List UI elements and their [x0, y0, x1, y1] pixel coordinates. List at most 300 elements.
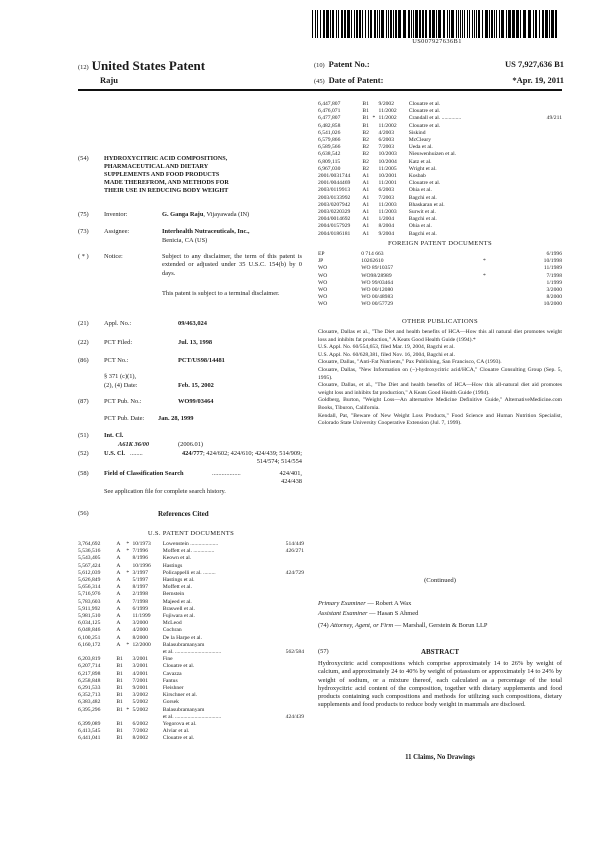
barcode-bar [436, 10, 437, 38]
reference-cell: 5/2002 [132, 699, 148, 706]
reference-cell: A [116, 541, 121, 547]
patent-number-label: Patent No.: [328, 59, 370, 69]
reference-cell: A [116, 591, 121, 598]
reference-cell: McCleary [408, 137, 432, 144]
reference-cell: 11/2003 [378, 201, 397, 208]
reference-cell: A [116, 569, 121, 576]
reference-cell: 11/2003 [378, 209, 397, 216]
reference-row [78, 707, 304, 714]
assistant-examiner [318, 610, 418, 618]
reference-cell: 8/2002 [132, 735, 148, 742]
reference-cell: 3/1997 [132, 569, 148, 576]
reference-cell: 6,034,125 [78, 620, 101, 627]
barcode-bar [467, 10, 468, 38]
application-label: Appl. No.: [104, 320, 132, 327]
search-field-code: (58) [78, 470, 89, 477]
barcode-bar [520, 10, 521, 38]
reference-row [78, 671, 304, 678]
reference-cell: 10/2003 [378, 151, 397, 158]
reference-cell: 6/1999 [132, 605, 148, 612]
reference-cell: A1 [362, 223, 370, 230]
reference-cell: Bhaskaran et al. [408, 201, 445, 208]
reference-row [78, 735, 304, 742]
reference-cell: Clouatre et al. [408, 108, 441, 115]
reference-cell: et al. ................................. [162, 713, 222, 720]
reference-cell [276, 656, 304, 663]
us-class-main: 424/777 [181, 450, 203, 457]
foreign-reference-cell [463, 251, 486, 258]
reference-cell: 4/2001 [132, 670, 148, 677]
pct-filed-date: Jul. 13, 1998 [178, 339, 213, 346]
application-code: (21) [78, 320, 89, 327]
foreign-reference-cell [463, 287, 486, 294]
foreign-reference-cell: 10/2000 [543, 301, 562, 308]
barcode-bar [330, 10, 331, 38]
reference-cell: Clouatre et al. [408, 122, 441, 129]
assignee-city: Benicia, CA (US) [162, 237, 208, 244]
reference-row [318, 159, 562, 166]
reference-row [78, 714, 304, 721]
reference-cell: 6,395,296 [78, 706, 101, 713]
reference-row [318, 223, 562, 230]
reference-cell: 12/2000 [132, 641, 151, 648]
intl-class-value: A61K 36/00 [118, 441, 150, 448]
reference-row [318, 166, 562, 173]
reference-cell: * [126, 569, 130, 576]
other-publications-list [318, 329, 562, 428]
reference-cell: 7/1998 [132, 598, 148, 605]
reference-cell: Clouatre et al. [408, 180, 441, 187]
reference-cell: 6,809,115 [318, 158, 341, 165]
reference-cell: A [116, 548, 121, 555]
reference-row [318, 151, 562, 158]
reference-row [78, 627, 304, 634]
invention-title-line: THEIR USE IN REDUCING BODY WEIGHT [104, 187, 229, 194]
inventor-code: (75) [78, 211, 89, 218]
reference-cell: 6,160,172 [78, 641, 101, 648]
reference-row [318, 209, 562, 216]
reference-cell: Fine [162, 656, 173, 663]
foreign-reference-cell: 10/1998 [543, 258, 562, 265]
search-field-note: See application file for complete search history. [104, 488, 226, 495]
barcode-bar [523, 10, 526, 38]
barcode-bar [432, 10, 435, 38]
reference-cell: 8/2000 [132, 634, 148, 641]
attorney [318, 621, 562, 630]
reference-row [318, 115, 562, 122]
reference-cell: * [126, 706, 130, 713]
publication-entry: Clouatre, Dallas, "Anti-Fat Nutrients," Pax Publishing, San Francisco, CA (1993). [318, 359, 502, 366]
reference-row [318, 216, 562, 223]
barcode-bar [528, 10, 531, 38]
reference-cell: B1 [116, 685, 123, 692]
barcode-bar [542, 10, 544, 38]
attorney-code: (74) [318, 622, 329, 629]
title-code: (54) [78, 155, 89, 162]
reference-cell: Surwit et al. [408, 209, 436, 216]
reference-row [78, 555, 304, 562]
foreign-reference-cell: WO 00/57729 [361, 301, 394, 308]
reference-cell: 9/2004 [378, 230, 395, 237]
foreign-reference-cell: * [482, 258, 486, 265]
reference-cell: A1 [362, 201, 370, 208]
reference-cell: 5,626,849 [78, 577, 101, 584]
reference-cell: 5,783,603 [78, 598, 101, 605]
barcode-bar [458, 10, 459, 38]
pct-number-code: (86) [78, 357, 89, 364]
reference-row [318, 195, 562, 202]
reference-cell: 6,441,041 [78, 735, 101, 742]
reference-cell [276, 685, 304, 692]
reference-cell: 5/2002 [132, 706, 148, 713]
reference-cell [276, 606, 304, 613]
reference-cell: 6,967,030 [318, 165, 341, 172]
reference-cell: 7/1996 [132, 548, 148, 555]
reference-cell: Gorsek [162, 699, 179, 706]
attorney-label: Attorney, Agent, or Firm [330, 622, 394, 629]
foreign-reference-cell: WO [318, 265, 328, 272]
foreign-reference-row [318, 265, 562, 272]
reference-cell: 5,567,424 [78, 562, 101, 569]
reference-cell: 6,100,251 [78, 634, 101, 641]
assignee-code: (73) [78, 228, 89, 235]
reference-cell [534, 223, 562, 230]
barcode-bar [456, 10, 457, 38]
reference-cell [534, 173, 562, 180]
reference-cell: 2003/0119913 [318, 187, 351, 194]
reference-cell: Balasubramanyam [162, 641, 205, 648]
barcode-bar [312, 10, 313, 38]
pct-publication-label: PCT Pub. No.: [104, 398, 142, 405]
reference-cell: 10/2001 [378, 173, 397, 180]
barcode-bar [533, 10, 534, 38]
reference-cell: Bernstein [162, 591, 185, 598]
patent-number-row [314, 59, 564, 69]
barcode-bar [419, 10, 421, 38]
inventor-value: G. Ganga Raju, Vijayawada (IN) [162, 211, 250, 218]
invention-title-line: SUPPLEMENTS AND FOOD PRODUCTS [104, 171, 220, 178]
reference-cell: Moffett et al. ............... [162, 548, 215, 555]
us-patents-table-left [78, 541, 304, 743]
reference-row [78, 649, 304, 656]
reference-cell [276, 642, 304, 649]
invention-title-line: HYDROXYCITRIC ACID COMPOSITIONS, [104, 155, 228, 162]
foreign-reference-cell [463, 280, 486, 287]
foreign-reference-cell: 6/1996 [546, 251, 562, 257]
reference-cell: 3/2002 [132, 692, 148, 699]
reference-cell: De la Harpe et al. [162, 634, 203, 641]
us-class-value [162, 450, 302, 467]
reference-cell: Balasubramanyam [162, 706, 205, 713]
reference-cell [276, 699, 304, 706]
reference-cell [276, 591, 304, 598]
reference-cell: 5,981,510 [78, 613, 101, 620]
reference-cell: 8/1996 [132, 555, 148, 562]
reference-cell: 2004/0186181 [318, 230, 351, 237]
reference-cell: 6,589,566 [318, 144, 341, 151]
publication-entry: Kendall, Pat, "Beware of New Weight Loss Products," Food Science and Human Nutrition Specialist, Colorado State University Cooperative Extension (Jul. 7, 1999). [318, 412, 562, 427]
reference-cell: A [116, 605, 121, 612]
reference-row [78, 570, 304, 577]
notice-text: Subject to any disclaimer, the term of this patent is extended or adjusted under 35 U.S.C. 154(b) by 0 days. [162, 253, 302, 277]
reference-row [318, 187, 562, 194]
intl-class-code: (51) [78, 432, 89, 439]
barcode-bar [501, 10, 504, 38]
barcode-bar [438, 10, 441, 38]
barcode-bar [320, 10, 321, 38]
references-title: References Cited [158, 510, 209, 518]
reference-cell: Bagchi et al. [408, 230, 437, 237]
reference-cell: B2 [362, 137, 369, 144]
intl-class-year: (2006.01) [178, 441, 204, 448]
reference-cell: 514/449 [285, 541, 304, 547]
pct-publication-code: (87) [78, 398, 89, 405]
barcode-bar [545, 10, 548, 38]
reference-row [318, 173, 562, 180]
reference-cell [276, 599, 304, 606]
foreign-reference-cell: JP [318, 258, 324, 265]
reference-cell: Clouatre et al. [408, 101, 441, 107]
reference-cell [534, 159, 562, 166]
reference-cell: Ueda et al. [408, 144, 433, 151]
barcode-bar [315, 10, 316, 38]
publication-entry: Clouatre, Dallas et al., "The Diet and health benefits of HCA—How this all natural diet promotes weight loss and inhibits fat production," A Keats Good Health Guide (1994).* [318, 329, 562, 343]
reference-cell [534, 209, 562, 216]
reference-cell: A [116, 598, 121, 605]
reference-cell [116, 649, 126, 656]
reference-cell [132, 714, 162, 721]
reference-row [78, 642, 304, 649]
reference-cell: 6,541,026 [318, 129, 341, 136]
barcode-bar [368, 10, 369, 38]
reference-row [78, 584, 304, 591]
reference-cell: 6,258,848 [78, 677, 101, 684]
reference-cell: 6/2003 [378, 137, 395, 144]
document-type: United States Patent [91, 58, 206, 73]
pct-filed-label: PCT Filed: [104, 339, 133, 346]
reference-row [78, 548, 304, 555]
reference-cell: 11/2002 [378, 122, 397, 129]
assignee-name: Interhealth Nutraceuticals, Inc., [162, 228, 250, 235]
reference-cell: B1 [116, 706, 123, 713]
foreign-reference-row [318, 251, 562, 258]
reference-cell: 5,612,039 [78, 569, 101, 576]
barcode-bar [516, 10, 519, 38]
abstract-title: ABSTRACT [420, 648, 460, 656]
reference-cell: 3,764,692 [78, 541, 101, 547]
reference-cell: Clouatre et al. [162, 735, 195, 742]
abstract-text: Hydroxycitric acid compositions which comprise approximately 14 to 26% by weight of calcium, and approximately 24 to 40% by weight of potassium or approximately 14 to 24% by weight of sodium, or a mixture thereof, each calculated as a percentage of the total hydroxycitric acid content of the composition, together with dietary supplements and food products containing such compositions and methods for utilizing such compositions, dietary supplements and food products to reduce body weight in mammals are disclosed. [318, 660, 562, 709]
foreign-reference-cell: 1/1999 [546, 279, 562, 286]
reference-cell [534, 101, 562, 108]
reference-cell: 7/2003 [378, 144, 395, 151]
reference-cell: A [116, 577, 121, 584]
foreign-reference-cell [463, 265, 486, 272]
reference-cell [276, 663, 304, 670]
claims-summary: 11 Claims, No Drawings [405, 754, 475, 761]
reference-cell [534, 108, 562, 115]
reference-cell: et al. ................................. [162, 649, 222, 656]
reference-cell: 1/2004 [378, 216, 395, 223]
reference-row [318, 202, 562, 209]
primary-examiner [318, 600, 411, 608]
reference-row [318, 137, 562, 144]
reference-cell [534, 123, 562, 130]
barcode-bar [506, 10, 507, 38]
reference-row [78, 692, 304, 699]
barcode-bar [403, 10, 406, 38]
reference-cell: 6,291,533 [78, 685, 101, 692]
reference-cell: 6,476,071 [318, 108, 341, 115]
barcode-bar [395, 10, 397, 38]
barcode-bar [549, 10, 550, 38]
reference-cell: 2003/0220329 [318, 209, 351, 216]
barcode [312, 10, 562, 38]
foreign-reference-cell: 7/1998 [546, 272, 562, 279]
reference-cell: A [116, 562, 121, 569]
reference-cell: 10/1973 [132, 541, 151, 547]
reference-cell: 11/2002 [378, 115, 397, 122]
search-field-dots: .................. [212, 470, 241, 477]
reference-cell: 6,579,866 [318, 137, 341, 144]
reference-row [318, 130, 562, 137]
barcode-bar [323, 10, 325, 38]
reference-row [318, 180, 562, 187]
reference-row [318, 144, 562, 151]
reference-cell: 4/2000 [132, 627, 148, 634]
reference-row [318, 101, 562, 108]
search-field-value: 424/401, 424/438 [279, 470, 302, 486]
reference-cell: 6,477,807 [318, 115, 341, 122]
reference-cell: Cavazza [162, 670, 182, 677]
barcode-bar [365, 10, 366, 38]
barcode-bar [388, 10, 389, 38]
reference-cell: B1 [116, 663, 123, 670]
barcode-bar [336, 10, 337, 38]
reference-cell: 5,716,976 [78, 591, 101, 598]
reference-cell: 6,482,858 [318, 122, 341, 129]
reference-cell: Clouatre et al. [162, 663, 195, 670]
barcode-bar [508, 10, 511, 38]
reference-cell [534, 130, 562, 137]
reference-cell [534, 144, 562, 151]
foreign-reference-row [318, 280, 562, 287]
reference-cell: Braswell et al. [162, 605, 195, 612]
barcode-bar [476, 10, 477, 38]
barcode-bar [512, 10, 515, 38]
invention-title [104, 155, 229, 195]
foreign-reference-cell: 3/2000 [546, 287, 562, 294]
foreign-patents-table [318, 251, 562, 309]
barcode-bar [469, 10, 470, 38]
reference-cell: 5,543,405 [78, 555, 101, 562]
us-patent-documents-title: U.S. PATENT DOCUMENTS [147, 530, 235, 537]
reference-cell: Siskind [408, 129, 426, 136]
reference-cell: 7/2003 [378, 194, 395, 201]
reference-cell [78, 649, 116, 656]
barcode-bar [422, 10, 424, 38]
reference-cell [276, 620, 304, 627]
invention-title-line: PHARMACEUTICAL AND DIETARY [104, 163, 209, 170]
foreign-reference-cell: 0 714 663 [361, 251, 384, 257]
barcode-bar [351, 10, 352, 38]
foreign-reference-cell: 11/1989 [543, 265, 562, 272]
reference-cell [534, 231, 562, 238]
foreign-reference-cell: WO 00/12080 [361, 287, 394, 294]
pct-number: PCT/US98/14481 [178, 357, 225, 364]
barcode-bar [425, 10, 427, 38]
barcode-bar [377, 10, 378, 38]
foreign-reference-cell: WO [318, 279, 328, 286]
reference-cell: 11/2001 [378, 180, 397, 187]
us-class-label: U.S. Cl. [104, 450, 125, 457]
reference-cell: 5,911,992 [78, 605, 101, 612]
reference-cell: B1 [362, 115, 369, 122]
assignee-label: Assignee: [104, 228, 130, 235]
reference-cell [534, 202, 562, 209]
reference-cell [276, 577, 304, 584]
reference-cell: Moffett et al. [162, 584, 192, 591]
barcode-bar [472, 10, 473, 38]
reference-cell: Wright et al. [408, 165, 437, 172]
reference-cell: 10/2004 [378, 158, 397, 165]
patent-number: US 7,927,636 B1 [504, 59, 564, 69]
barcode-bar [326, 10, 329, 38]
foreign-reference-cell: WO 89/10357 [361, 265, 394, 272]
notice-label: Notice: [104, 253, 123, 260]
reference-row [78, 635, 304, 642]
barcode-bar [341, 10, 343, 38]
reference-cell [276, 721, 304, 728]
reference-cell: A1 [362, 173, 370, 180]
reference-cell: B2 [362, 165, 369, 172]
reference-cell: 6/2002 [132, 721, 148, 728]
us-class-rest: ; 424/602; 424/610; 424/439; 514/909; 514/574; 514/554 [202, 450, 302, 466]
reference-cell [276, 728, 304, 735]
publication-entry: U.S. Appl. No. 60/554,653, filed Mar. 19, 2004, Bagchi et al. [318, 344, 455, 351]
s371-date-label: (2), (4) Date: [104, 382, 138, 389]
barcode-bar [344, 10, 346, 38]
barcode-bar [443, 10, 445, 38]
patent-title-header [78, 58, 205, 74]
reference-cell [276, 555, 304, 562]
patent-date: *Apr. 19, 2011 [512, 75, 564, 85]
foreign-reference-cell [463, 301, 486, 308]
reference-cell: Hastings et al. [162, 577, 195, 584]
reference-cell: A1 [362, 194, 370, 201]
reference-row [78, 563, 304, 570]
reference-cell: Fujiwara et al. [162, 613, 195, 620]
reference-cell: Fleishner [162, 685, 184, 692]
invention-title-line: MADE THEREFROM, AND METHODS FOR [104, 179, 229, 186]
barcode-bar [317, 10, 318, 38]
s371-label: § 371 (c)(1), [104, 373, 137, 380]
reference-cell: B2 [362, 151, 369, 158]
reference-cell: * [372, 115, 376, 122]
us-patents-table-right [318, 101, 562, 238]
assistant-examiner-label: Assistant Examiner [318, 610, 368, 617]
inventor-label: Inventor: [104, 211, 128, 218]
reference-cell: 424/439 [285, 713, 304, 720]
reference-cell: Yegorova et al. [162, 721, 197, 728]
application-number: 09/463,024 [178, 320, 207, 327]
header-rule [78, 89, 562, 91]
reference-cell: 6/2003 [378, 187, 395, 194]
reference-row [318, 123, 562, 130]
reference-row [318, 231, 562, 238]
reference-cell: A [116, 627, 121, 634]
reference-cell: 6,207,714 [78, 663, 101, 670]
